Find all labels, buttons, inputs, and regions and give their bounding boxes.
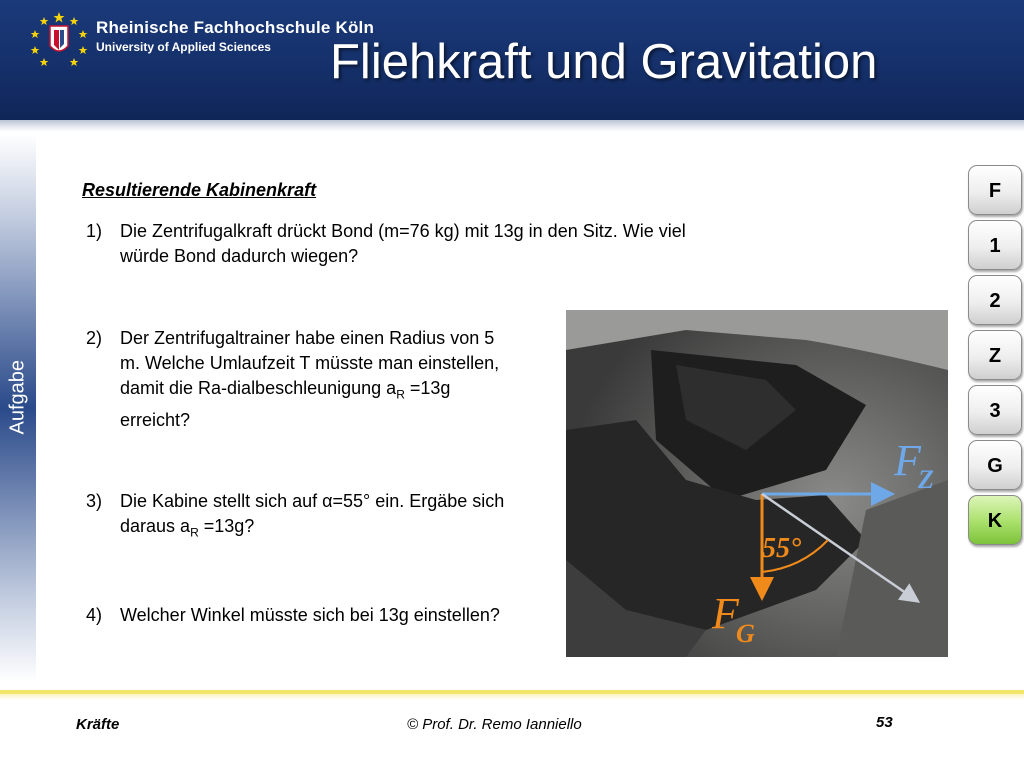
footer-gradient	[0, 694, 1024, 700]
nav-button-1[interactable]: 1	[968, 220, 1022, 270]
task-text: Die Zentrifugalkraft drückt Bond (m=76 kg) mit 13g in den Sitz. Wie viel würde Bond dadurch wiegen?	[120, 221, 686, 266]
task-item	[86, 326, 526, 430]
nav-button-k[interactable]: K	[968, 495, 1022, 545]
nav-button-2[interactable]: 2	[968, 275, 1022, 325]
task-text: Die Kabine stellt sich auf α=55° ein. Ergäbe sich daraus $a_R =13g$?	[120, 491, 505, 540]
page-number: 53	[876, 714, 893, 731]
school-subtitle: University of Applied Sciences	[96, 40, 271, 54]
page-title: Fliehkraft und Gravitation	[330, 35, 878, 89]
task-item	[86, 489, 526, 541]
footer-topic: Kräfte	[76, 716, 120, 733]
task-number: 1)	[86, 221, 103, 241]
sidebar-label: Aufgabe	[6, 359, 29, 435]
footer-copyright: © Prof. Dr. Remo Ianniello	[407, 716, 582, 733]
university-logo-icon	[30, 10, 88, 68]
label-fg-sub: G	[736, 619, 755, 648]
task-number: 2)	[86, 328, 103, 348]
nav-button-g[interactable]: G	[968, 440, 1022, 490]
force-diagram	[566, 310, 948, 657]
header-shadow	[0, 120, 1024, 132]
section-heading: Resultierende Kabinenkraft	[82, 180, 317, 200]
centrifuge-photo	[566, 310, 948, 657]
nav-button-f[interactable]: F	[968, 165, 1022, 215]
nav-button-3[interactable]: 3	[968, 385, 1022, 435]
header-bar	[0, 0, 1024, 120]
school-name: Rheinische Fachhochschule Köln	[96, 18, 375, 37]
task-item	[86, 603, 526, 655]
nav-button-z[interactable]: Z	[968, 330, 1022, 380]
task-text: Der Zentrifugaltrainer habe einen Radius von 5 m. Welche Umlaufzeit T müsste man einstellen, damit die Ra-dialbeschleunigung $a_R =13g$ erreicht?	[120, 328, 500, 430]
label-fg: F	[712, 589, 739, 638]
label-fz: F	[894, 436, 921, 485]
task-number: 4)	[86, 605, 103, 625]
label-fz-sub: Z	[918, 465, 934, 494]
task-text: Welcher Winkel müsste sich bei 13g einstellen?	[120, 605, 500, 625]
task-number: 3)	[86, 491, 103, 511]
angle-label: 55°	[762, 533, 802, 564]
task-item	[86, 219, 736, 271]
